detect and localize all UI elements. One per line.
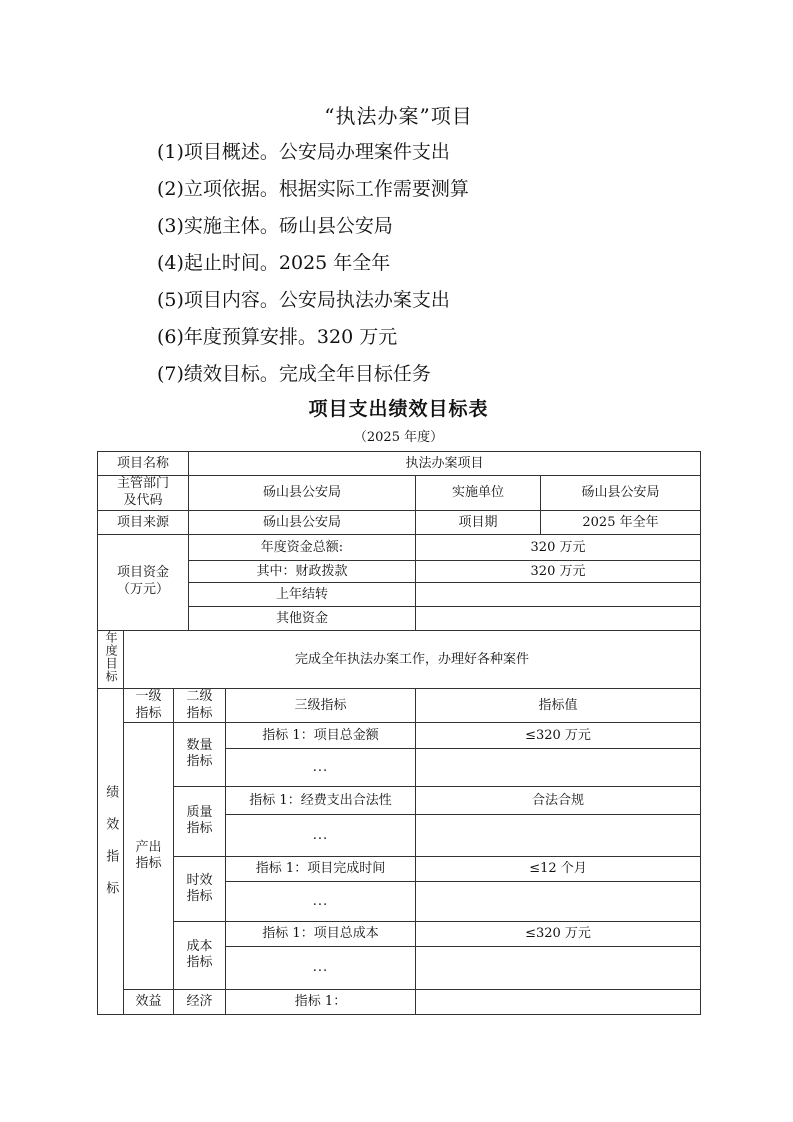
annual-goal-label: 年度目标	[104, 630, 119, 683]
annual-goal-value-cell: 完成全年执法办案工作，办理好各种案件	[124, 630, 701, 689]
funds-label-cell	[98, 534, 189, 630]
indicator-row	[98, 723, 701, 749]
funds-row-value-cell: 320 万元	[416, 534, 701, 560]
third-indicator-cell: ...	[226, 882, 416, 922]
dept-label: 主管部门及代码	[117, 476, 170, 508]
third-indicator-cell: ...	[226, 815, 416, 857]
funds-row-label-cell: 其他资金	[189, 606, 416, 630]
indicator-value-cell	[416, 815, 701, 857]
value-header-cell: 指标值	[416, 689, 701, 723]
third-indicator-cell: ...	[226, 947, 416, 990]
impl-unit-label-cell: 实施单位	[416, 476, 541, 511]
level2-header-cell: 二级指标	[174, 689, 226, 723]
table-subtitle: （2025 年度）	[353, 430, 444, 445]
indicator-value-cell	[416, 749, 701, 787]
row-funds-fiscal	[98, 560, 701, 582]
project-item: (3)实施主体。砀山县公安局	[157, 215, 393, 237]
project-item: (6)年度预算安排。320 万元	[157, 326, 398, 348]
performance-table	[97, 451, 701, 1015]
row-funds-total	[98, 534, 701, 560]
project-item: (1)项目概述。公安局办理案件支出	[157, 141, 450, 163]
source-label-cell: 项目来源	[98, 510, 189, 534]
source-value-cell: 砀山县公安局	[189, 510, 416, 534]
level3-header-cell: 三级指标	[226, 689, 416, 723]
impl-unit-value-cell: 砀山县公安局	[541, 476, 701, 511]
project-item: (5)项目内容。公安局执法办案支出	[157, 289, 450, 311]
indicator-row	[98, 787, 701, 815]
funds-label: 项目资金（万元）	[117, 565, 170, 598]
project-item-list	[157, 134, 793, 393]
period-value-cell: 2025 年全年	[541, 510, 701, 534]
third-indicator-cell: 指标 1：	[226, 990, 416, 1015]
funds-row-label-cell: 其中：财政拨款	[189, 560, 416, 582]
project-item: (4)起止时间。2025 年全年	[157, 252, 391, 274]
row-dept	[98, 476, 701, 511]
second-indicator-cell: 质量指标	[174, 787, 226, 857]
second-indicator-cell: 时效指标	[174, 857, 226, 922]
perf-label: 绩效指标	[103, 784, 119, 913]
indicator-value-cell: ≤320 万元	[416, 922, 701, 947]
third-indicator-cell: 指标 1：项目总成本	[226, 922, 416, 947]
second-indicator-cell: 数量指标	[174, 723, 226, 787]
indicator-row	[98, 922, 701, 947]
funds-row-value-cell	[416, 582, 701, 606]
indicator-value-cell	[416, 947, 701, 990]
row-indicator-header	[98, 689, 701, 723]
funds-row-value-cell: 320 万元	[416, 560, 701, 582]
project-name-label-cell: 项目名称	[98, 452, 189, 476]
indicator-value-cell	[416, 882, 701, 922]
row-project-name	[98, 452, 701, 476]
row-annual-goal	[98, 630, 701, 689]
doc-title: “执法办案”项目	[324, 104, 473, 128]
indicator-value-cell	[416, 990, 701, 1015]
third-indicator-cell: ...	[226, 749, 416, 787]
output-label-cell	[124, 723, 174, 990]
row-benefit	[98, 990, 701, 1015]
period-label-cell: 项目期	[416, 510, 541, 534]
project-item: (7)绩效目标。完成全年目标任务	[157, 363, 431, 385]
second-indicator-cell: 成本指标	[174, 922, 226, 990]
row-source	[98, 510, 701, 534]
table-title: 项目支出绩效目标表	[308, 398, 489, 420]
dept-value-cell: 砀山县公安局	[189, 476, 416, 511]
third-indicator-cell: 指标 1：经费支出合法性	[226, 787, 416, 815]
economic-label-cell: 经济	[174, 990, 226, 1015]
annual-goal-label-cell	[98, 630, 124, 689]
indicator-value-cell: 合法合规	[416, 787, 701, 815]
project-item: (2)立项依据。根据实际工作需要测算	[157, 178, 469, 200]
indicator-value-cell: ≤12 个月	[416, 857, 701, 882]
third-indicator-cell: 指标 1：项目总金额	[226, 723, 416, 749]
project-name-value-cell: 执法办案项目	[189, 452, 701, 476]
indicator-value-cell: ≤320 万元	[416, 723, 701, 749]
third-indicator-cell: 指标 1：项目完成时间	[226, 857, 416, 882]
row-funds-other	[98, 606, 701, 630]
funds-row-label-cell: 上年结转	[189, 582, 416, 606]
funds-row-label-cell: 年度资金总额:	[189, 534, 416, 560]
funds-row-value-cell	[416, 606, 701, 630]
row-funds-carryover	[98, 582, 701, 606]
perf-label-cell	[98, 689, 124, 1015]
level1-header-cell: 一级指标	[124, 689, 174, 723]
benefit-label-cell: 效益	[124, 990, 174, 1015]
dept-label-cell	[98, 476, 189, 511]
output-label: 产出指标	[135, 839, 162, 871]
indicator-row	[98, 857, 701, 882]
